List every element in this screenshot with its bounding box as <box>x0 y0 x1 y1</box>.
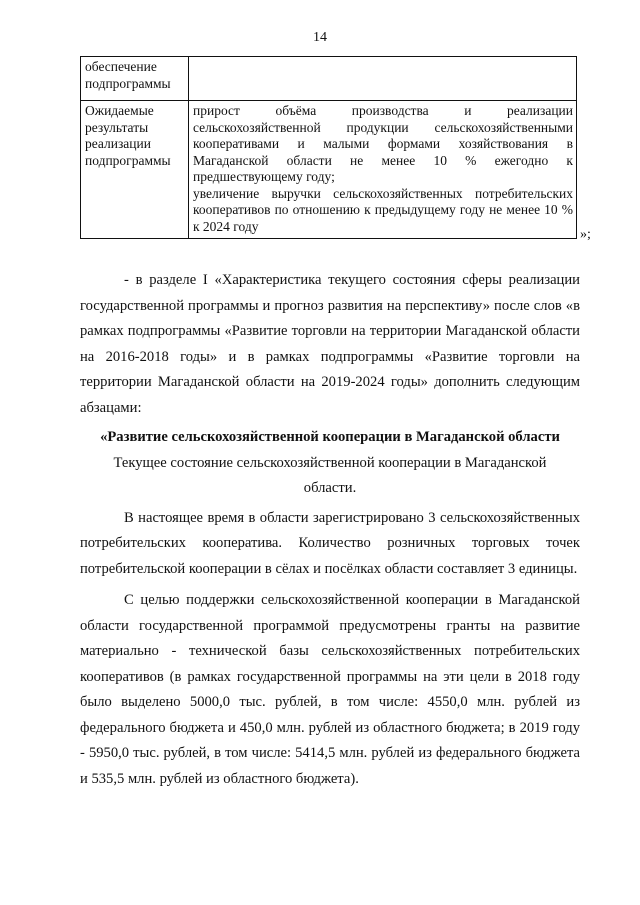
row-label-expected-results: Ожидаемые результаты реализации подпрограммы <box>81 101 189 239</box>
expected-result-1: прирост объёма производства и реализации сельскохозяйственной продукции сельскохозяйственными кооперативами и малыми формами хозяйствования в Магаданской области не менее 10 % ежегодно к предшествующему году; <box>193 103 573 184</box>
page-number: 14 <box>313 30 327 45</box>
table-row <box>81 101 577 239</box>
section-subheading: Текущее состояние сельскохозяйственной кооперации в Магаданской области. <box>113 454 547 496</box>
paragraph-cooperatives: В настоящее время в области зарегистрировано 3 сельскохозяйственных потребительских кооператива. Количество розничных торговых точек потребительской кооперации в сёлах и посёлках области составляет 3 единицы. <box>80 509 580 577</box>
document-body <box>80 268 580 792</box>
intro-paragraph: - в разделе I «Характеристика текущего состояния сферы реализации государственной программы и прогноз развития на перспективу» после слов «в рамках подпрограммы «Развитие торговли на территории Магаданской области на 2016-2018 годы» и в рамках подпрограммы «Развитие торговли на территории Магаданской области на 2019-2024 годы» дополнить следующим абзацами: <box>80 272 580 416</box>
subprogram-table <box>80 56 577 239</box>
row-value-expected-results <box>189 101 577 239</box>
row-label-funding: обеспечение подпрограммы <box>81 57 189 101</box>
row-value-funding <box>189 57 577 101</box>
expected-result-2: увеличение выручки сельскохозяйственных потребительских кооперативов по отношению к предыдущему году не менее 10 % к 2024 году <box>193 185 573 234</box>
table-row <box>81 57 577 101</box>
section-heading: «Развитие сельскохозяйственной кооперации в Магаданской области <box>100 429 560 445</box>
table-closing-quote: »; <box>580 227 591 242</box>
paragraph-grants: С целью поддержки сельскохозяйственной кооперации в Магаданской области государственной программой предусмотрены гранты на развитие материально - технической базы сельскохозяйственных потребительских кооперативов (в рамках государственной программы на эти цели в 2018 году было выделено 5000,0 тыс. рублей, в том числе: 4550,0 млн. рублей из федерального бюджета и 450,0 млн. рублей из областного бюджета; в 2019 году - 5950,0 тыс. рублей, в том числе: 5414,5 млн. рублей из федерального бюджета и 535,5 млн. рублей из областного бюджета). <box>80 592 580 787</box>
